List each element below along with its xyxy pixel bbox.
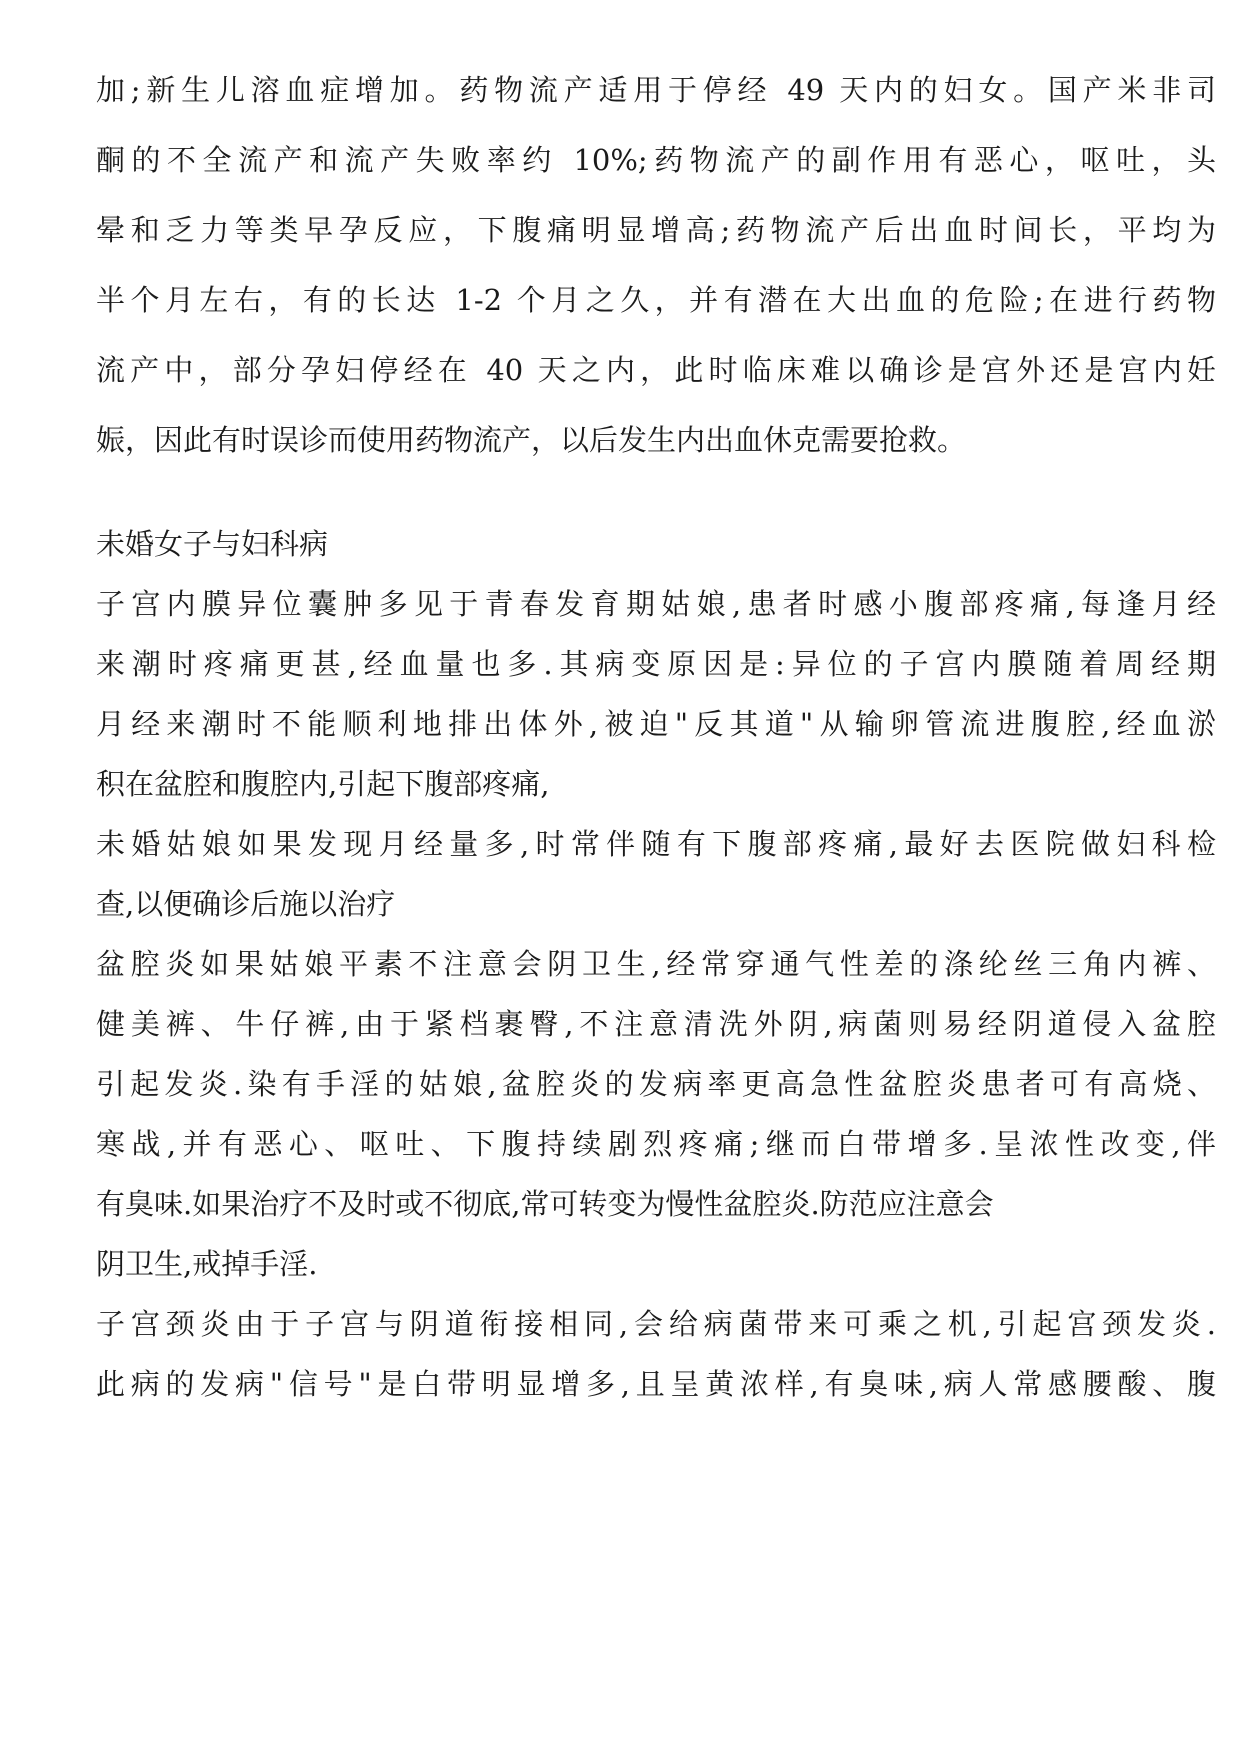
paragraph-line: 积在盆腔和腹腔内,引起下腹部疼痛, xyxy=(96,767,550,801)
paragraph-line: 月经来潮时不能顺利地排出体外,被迫"反其道"从输卵管流进腹腔,经血淤 xyxy=(96,707,1216,741)
paragraph-line: 阴卫生,戒掉手淫. xyxy=(96,1247,318,1281)
section-heading: 未婚女子与妇科病 xyxy=(96,527,329,561)
paragraph-line: 有臭味.如果治疗不及时或不彻底,常可转变为慢性盆腔炎.防范应注意会 xyxy=(96,1187,994,1221)
paragraph-line: 流产中，部分孕妇停经在 40 天之内，此时临床难以确诊是宫外还是宫内妊 xyxy=(96,353,1216,387)
paragraph-line: 盆腔炎如果姑娘平素不注意会阴卫生,经常穿通气性差的涤纶丝三角内裤、 xyxy=(96,947,1216,981)
paragraph-line: 未婚姑娘如果发现月经量多,时常伴随有下腹部疼痛,最好去医院做妇科检 xyxy=(96,827,1216,861)
paragraph-line: 查,以便确诊后施以治疗 xyxy=(96,887,396,921)
paragraph-line: 寒战,并有恶心、呕吐、下腹持续剧烈疼痛;继而白带增多.呈浓性改变,伴 xyxy=(96,1127,1216,1161)
paragraph-line: 子宫内膜异位囊肿多见于青春发育期姑娘,患者时感小腹部疼痛,每逢月经 xyxy=(96,587,1216,621)
paragraph-line: 酮的不全流产和流产失败率约 10%;药物流产的副作用有恶心，呕吐，头 xyxy=(96,143,1216,177)
paragraph-line: 子宫颈炎由于子宫与阴道衔接相同,会给病菌带来可乘之机,引起宫颈发炎. xyxy=(96,1307,1216,1341)
paragraph-line: 引起发炎.染有手淫的姑娘,盆腔炎的发病率更高急性盆腔炎患者可有高烧、 xyxy=(96,1067,1216,1101)
paragraph-line: 健美裤、牛仔裤,由于紧档裹臀,不注意清洗外阴,病菌则易经阴道侵入盆腔 xyxy=(96,1007,1216,1041)
paragraph-line: 加;新生儿溶血症增加。药物流产适用于停经 49 天内的妇女。国产米非司 xyxy=(96,73,1216,107)
paragraph-line: 来潮时疼痛更甚,经血量也多.其病变原因是:异位的子宫内膜随着周经期 xyxy=(96,647,1216,681)
paragraph-line: 此病的发病"信号"是白带明显增多,且呈黄浓样,有臭味,病人常感腰酸、腹 xyxy=(96,1367,1216,1401)
paragraph-line: 晕和乏力等类早孕反应，下腹痛明显增高;药物流产后出血时间长，平均为 xyxy=(96,213,1216,247)
paragraph-line: 半个月左右，有的长达 1-2 个月之久，并有潜在大出血的危险;在进行药物 xyxy=(96,283,1216,317)
paragraph-line: 娠，因此有时误诊而使用药物流产，以后发生内出血休克需要抢救。 xyxy=(96,423,967,457)
